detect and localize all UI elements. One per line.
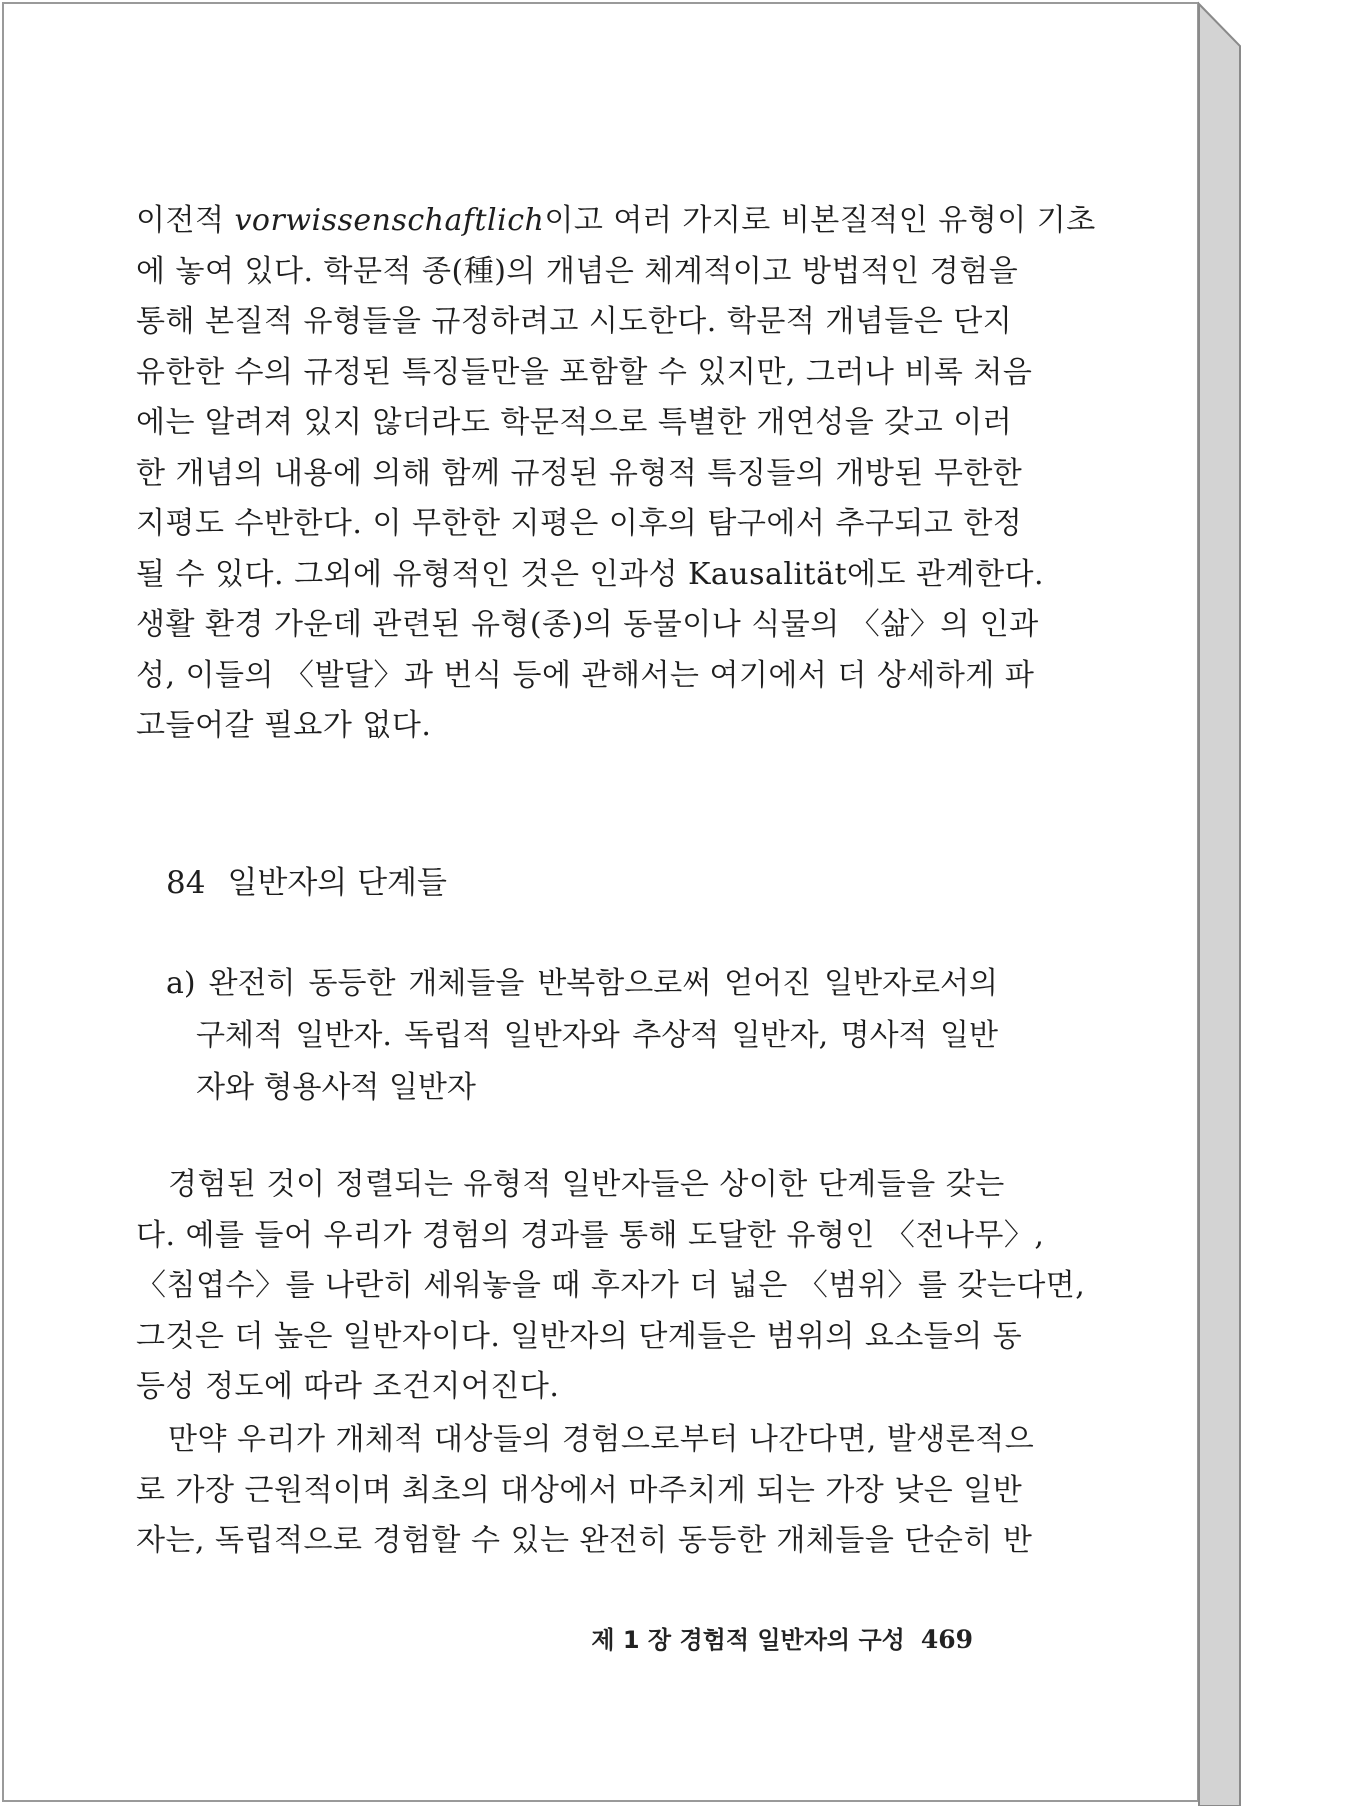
section-heading — [166, 858, 447, 908]
text-line: 통해 본질적 유형들을 규정하려고 시도한다. 학문적 개념들은 단지 — [136, 304, 1013, 339]
text-line: 생활 환경 가운데 관련된 유형(종)의 동물이나 식물의 〈삶〉의 인과 — [136, 607, 1039, 642]
section-number: 84 — [166, 865, 206, 901]
text-line: 등성 정도에 따라 조건지어진다. — [136, 1369, 560, 1404]
text-line: 경험된 것이 정렬되는 유형적 일반자들은 상이한 단계들을 갖는 — [168, 1167, 1005, 1202]
text-line: 〈침엽수〉를 나란히 세워놓을 때 후자가 더 넓은 〈범위〉를 갖는다면, — [136, 1268, 1086, 1303]
text-line: 될 수 있다. 그외에 유형적인 것은 인과성 Kausalität에도 관계한다. — [136, 556, 1045, 592]
text-line: 에 놓여 있다. 학문적 종(種)의 개념은 체계적이고 방법적인 경험을 — [136, 253, 1019, 289]
subsection-heading — [166, 958, 998, 1114]
paragraph-1 — [136, 196, 1096, 752]
text-line: 고들어갈 필요가 없다. — [136, 708, 432, 743]
text-line: 다. 예를 들어 우리가 경험의 경과를 통해 도달한 유형인 〈전나무〉, — [136, 1217, 1045, 1253]
subsection-line: 자와 형용사적 일반자 — [196, 1070, 476, 1105]
text-line: 성, 이들의 〈발달〉과 번식 등에 관해서는 여기에서 더 상세하게 파 — [136, 657, 1035, 693]
text-line: 이전적 vorwissenschaftlich이고 여러 가지로 비본질적인 유형이 기초 — [136, 203, 1096, 238]
text-line: 지평도 수반한다. 이 무한한 지평은 이후의 탐구에서 추구되고 한정 — [136, 506, 1023, 541]
text-line: 그것은 더 높은 일반자이다. 일반자의 단계들은 범위의 요소들의 동 — [136, 1318, 1023, 1354]
text-line: 유한한 수의 규정된 특징들만을 포함할 수 있지만, 그러나 비록 처음 — [136, 354, 1033, 390]
page-footer — [591, 1620, 973, 1655]
running-head: 제 1 장 경험적 일반자의 구성 — [591, 1626, 905, 1654]
text-line: 자는, 독립적으로 경험할 수 있는 완전히 동등한 개체들을 단순히 반 — [136, 1523, 1033, 1558]
foreign-term: vorwissenschaftlich — [234, 203, 545, 238]
subsection-line: 구체적 일반자. 독립적 일반자와 추상적 일반자, 명사적 일반 — [196, 1018, 998, 1053]
page-number: 469 — [920, 1625, 973, 1654]
section-title: 일반자의 단계들 — [227, 865, 447, 901]
paragraph-2 — [136, 1160, 1086, 1413]
text-line: 만약 우리가 개체적 대상들의 경험으로부터 나간다면, 발생론적으 — [168, 1422, 1035, 1457]
text-line: 에는 알려져 있지 않더라도 학문적으로 특별한 개연성을 갖고 이러 — [136, 405, 1013, 440]
text-line: 로 가장 근원적이며 최초의 대상에서 마주치게 되는 가장 낮은 일반 — [136, 1472, 1023, 1508]
text-line: 한 개념의 내용에 의해 함께 규정된 유형적 특징들의 개방된 무한한 — [136, 455, 1023, 491]
subsection-line: a) 완전히 동등한 개체들을 반복함으로써 얻어진 일반자로서의 — [166, 966, 998, 1001]
paragraph-3 — [136, 1415, 1035, 1567]
